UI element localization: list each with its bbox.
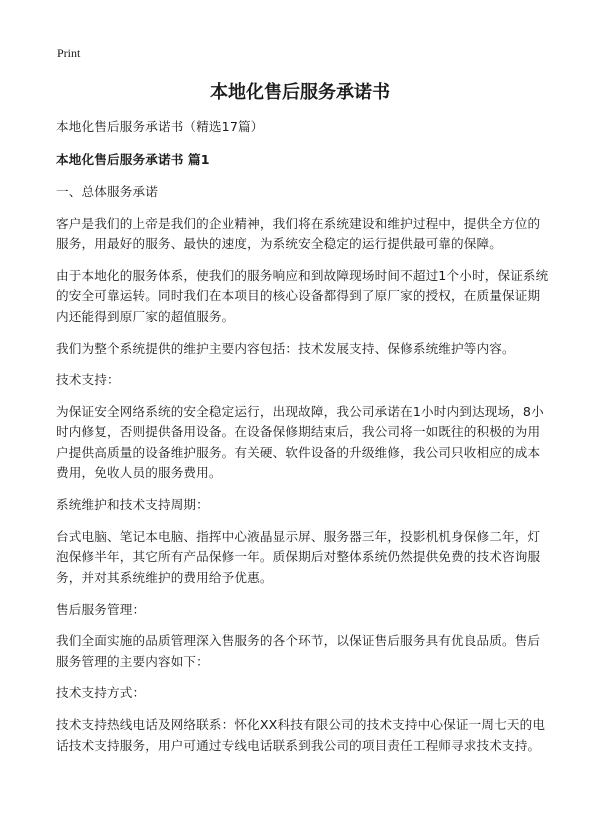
document-body [56,117,550,767]
paragraph-support-method-heading: 技术支持方式： [56,685,146,701]
paragraph-after-sales: 我们全面实施的品质管理深入售服务的各个环节，以保证售后服务具有优良品质。售后服务管理的主要内容如下： [56,633,541,669]
paragraph-enterprise-spirit: 客户是我们的上帝是我们的企业精神，我们将在系统建设和维护过程中，提供全方位的服务，用最好的服务、最快的速度，为系统安全稳定的运行提供最可靠的保障。 [56,215,541,252]
document-title: 本地化售后服务承诺书 [210,82,390,103]
paragraph-maintenance-period-heading: 系统维护和技术支持周期： [56,497,209,513]
paragraph-local-service: 由于本地化的服务体系，使我们的服务响应和到故障现场时间不超过1个小时，保证系统的安全可靠运转。同时我们在本项目的核心设备都得到了原厂家的授权，在质量保证期内还能得到原厂家的超值服务。 [56,267,549,324]
print-link[interactable]: Print [57,46,81,60]
paragraph-tech-support: 为保证安全网络系统的安全稳定运行，出现故障，我公司承诺在1小时内到达现场，8小时内修复，否则提供备用设备。在设备保修期结束后，我公司将一如既往的积极的为用户提供高质量的设备维护服务。有关硬、软件设备的升级维修，我公司只收相应的成本费用，免收人员的服务费用。 [56,403,544,481]
paragraph-maintenance-content: 我们为整个系统提供的维护主要内容包括：技术发展支持、保修系统维护等内容。 [56,340,515,356]
paragraph-support-method: 技术支持热线电话及网络联系：怀化XX科技有限公司的技术支持中心保证一周七天的电话技术支持服务，用户可通过专线电话联系到我公司的项目责任工程师寻求技术支持。 [56,717,546,753]
paragraph-service-commitment-heading: 一、总体服务承诺 [56,184,158,199]
document-subtitle: 本地化售后服务承诺书（精选17篇） [56,119,264,134]
paragraph-after-sales-heading: 售后服务管理： [56,601,146,617]
section-heading: 本地化售后服务承诺书 篇1 [56,152,210,167]
paragraph-maintenance-period: 台式电脑、笔记本电脑、指挥中心液晶显示屏、服务器三年，投影机机身保修二年，灯泡保修半年，其它所有产品保修一年。质保期后对整体系统仍然提供免费的技术咨询服务，并对其系统维护的费用给予优惠。 [56,528,541,585]
paragraph-tech-support-heading: 技术支持： [56,372,120,388]
